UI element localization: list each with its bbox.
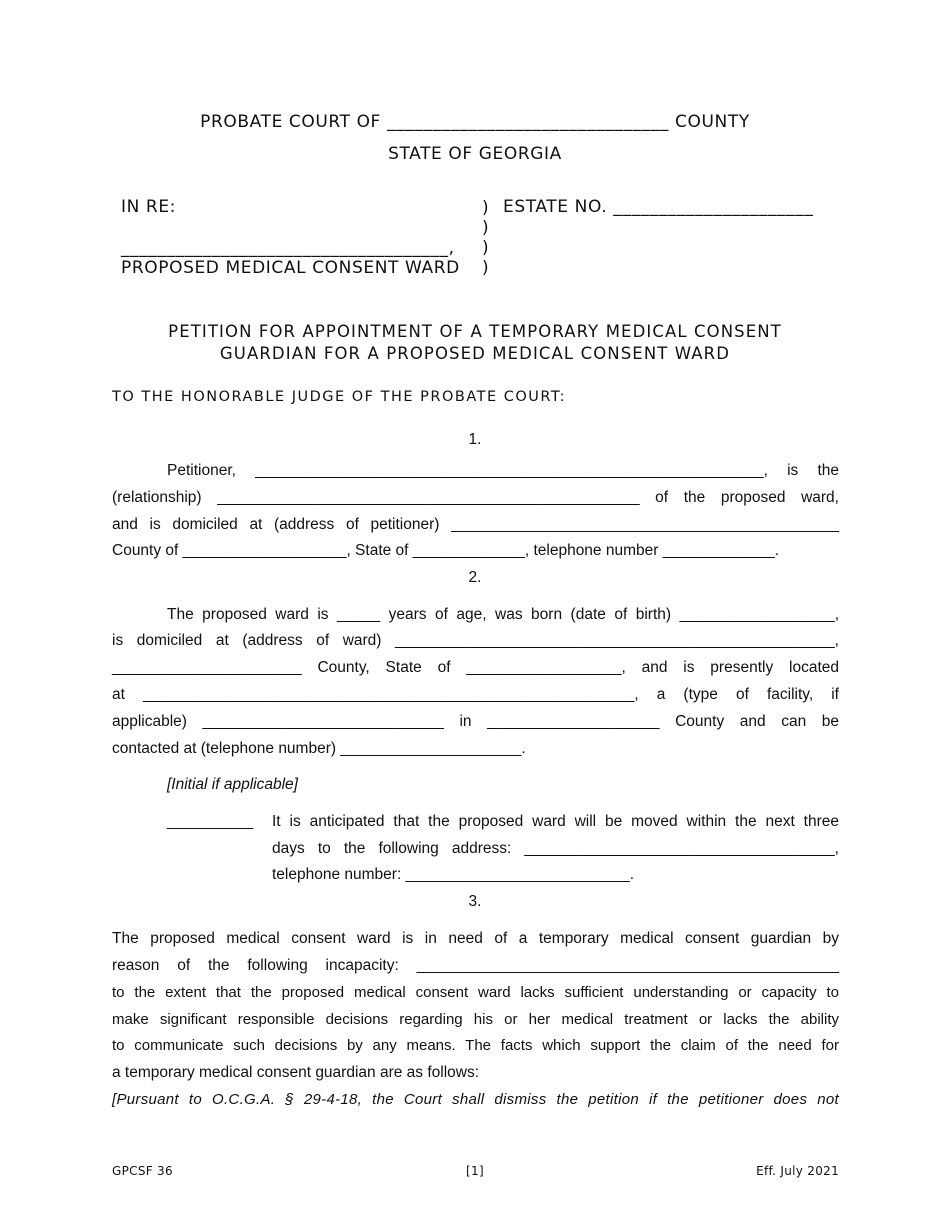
- section-3-line: The proposed medical consent ward is in need of a temporary medical consent guardian by: [112, 930, 839, 947]
- anticipated-line: days to the following address: ____________________________________,: [272, 840, 839, 857]
- section-3-line: a temporary medical consent guardian are as follows:: [112, 1064, 480, 1081]
- caption-paren: ): [482, 258, 490, 278]
- caption-paren: ): [482, 238, 490, 258]
- state-line: STATE OF GEORGIA: [388, 144, 562, 164]
- section-1-line: (relationship) _________________________________________________ of the proposed ward,: [112, 489, 839, 506]
- section-3-line: to the extent that the proposed medical consent ward lacks sufficient understanding or capacity to: [112, 984, 839, 1001]
- ward-name-blank: ____________________________________,: [121, 238, 455, 258]
- section-3-line: make significant responsible decisions regarding his or her medical treatment or lacks the ability: [112, 1011, 839, 1028]
- section-2-line: The proposed ward is _____ years of age, was born (date of birth) __________________,: [167, 606, 839, 623]
- anticipated-line: telephone number: __________________________.: [272, 866, 635, 883]
- form-id: GPCSF 36: [112, 1164, 173, 1178]
- court-line: PROBATE COURT OF _______________________________ COUNTY: [200, 112, 750, 132]
- section-2-number: 2.: [468, 569, 482, 586]
- section-2-line: applicable) ____________________________ in ____________________ County and can be: [112, 713, 839, 730]
- salutation: TO THE HONORABLE JUDGE OF THE PROBATE COURT:: [112, 389, 567, 405]
- ward-label: PROPOSED MEDICAL CONSENT WARD: [121, 258, 460, 278]
- section-3-line: reason of the following incapacity: _________________________________________________: [112, 957, 839, 974]
- section-2-line: contacted at (telephone number) _____________________.: [112, 740, 526, 757]
- petition-title-line1: PETITION FOR APPOINTMENT OF A TEMPORARY MEDICAL CONSENT: [168, 322, 782, 341]
- initial-blank: __________: [167, 813, 254, 830]
- section-2-line: is domiciled at (address of ward) ___________________________________________________,: [112, 632, 839, 649]
- section-3-number: 3.: [468, 893, 482, 910]
- section-2-line: at _________________________________________________________, a (type of facility, if: [112, 686, 839, 703]
- anticipated-line: It is anticipated that the proposed ward will be moved within the next three: [272, 813, 839, 830]
- caption-paren: ): [482, 198, 490, 218]
- initial-note: [Initial if applicable]: [167, 776, 298, 793]
- section-1-line: County of ___________________, State of _____________, telephone number _____________.: [112, 542, 780, 559]
- section-3-line: to communicate such decisions by any means. The facts which support the claim of the need for: [112, 1037, 839, 1054]
- section-1-line: and is domiciled at (address of petitioner) _____________________________________________: [112, 516, 839, 533]
- section-3-statute-note: [Pursuant to O.C.G.A. § 29-4-18, the Court shall dismiss the petition if the petitioner does not: [112, 1091, 839, 1108]
- estate-number: ESTATE NO. ______________________: [503, 197, 814, 217]
- in-re-label: IN RE:: [121, 197, 177, 217]
- caption-paren: ): [482, 218, 490, 238]
- petition-title-line2: GUARDIAN FOR A PROPOSED MEDICAL CONSENT WARD: [219, 344, 731, 363]
- page-number: [1]: [466, 1164, 484, 1178]
- section-1-number: 1.: [468, 431, 482, 448]
- section-1-line: Petitioner, ___________________________________________________________, is the: [167, 462, 839, 479]
- effective-date: Eff. July 2021: [756, 1164, 839, 1178]
- section-2-line: ______________________ County, State of __________________, and is presently located: [112, 659, 839, 676]
